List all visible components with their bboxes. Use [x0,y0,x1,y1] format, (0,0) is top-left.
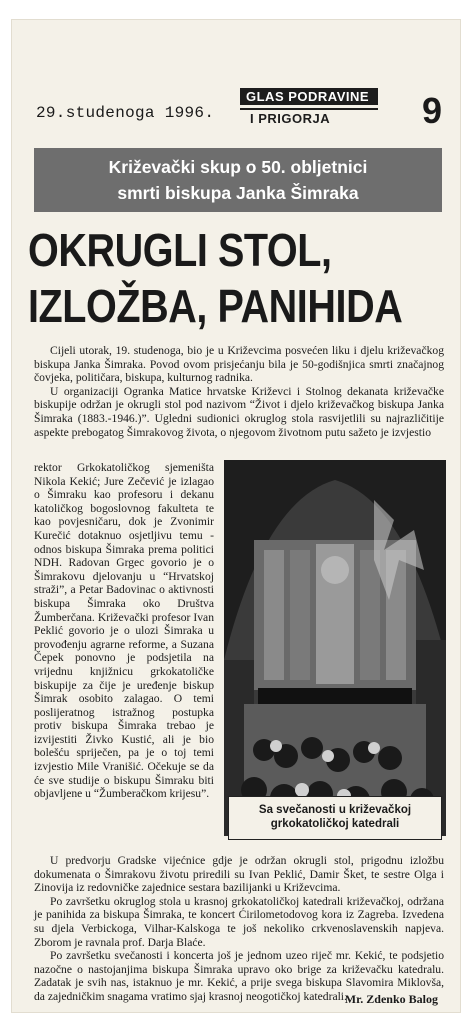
article-column [34,461,214,801]
headline-line-1: OKRUGLI STOL, [28,224,332,276]
article-closing [34,854,444,1004]
masthead-line-1: GLAS PODRAVINE [240,88,378,105]
closing-paragraph-2: Po završetku okruglog stola u krasnoj grkokatoličkoj katedrali križevačkoj, održana je panihida za biskupa Šimraka, te koncert Ćirilometodovog kora iz Zagreba. Izvedena su djela Verbickoga, Vilhar-Kalskoga te još nekoliko crkvenoslavenskih napjeva. Zborom je ravnala prof. Darja Blaće. [34,894,444,949]
closing-paragraph-3: Po završetku svečanosti i koncerta još je jednom uzeo riječ mr. Kekić, te podsjetio nazočne o nastojanjima biskupa Šimraka upravo oko brige za križevačku katedralu. Zadatak je svih nas, istaknuo je mr. Kekić, a prije svega biskupa Slavomira Miklovša, da zajedničkim snagama vratimo sjaj krasnoj neogotičkoj katedrali. [34,949,444,1003]
article-kicker [34,148,442,212]
newspaper-clipping [12,20,460,1012]
cathedral-photo [224,460,446,836]
intro-paragraph-1: Cijeli utorak, 19. studenoga, bio je u Križevcima posvećen liku i djelu križevačkog biskupa Janka Šimraka. Povod ovom prisjećanju bila je 50-godišnjica smrti značajnog čovjeka, političara, biskupa, kulturnog radnika. [34,344,444,385]
article-headline [28,222,403,334]
cathedral-interior-image [224,460,446,836]
masthead-line-2: I PRIGORJA [240,108,378,127]
caption-line-2: grkokatoličkoj katedrali [270,818,400,830]
page-number: 9 [422,90,443,131]
photo-caption [228,796,442,840]
closing-paragraph-1: U predvorju Gradske vijećnice gdje je održan okrugli stol, prigodnu izložbu dokumenata o Šimrakovu životu priredili su Ivan Peklić, Damir Šket, te sestre Olga i Zinovija iz redovničke zajednice sestara bazilijanki u Križevcima. [34,854,444,895]
caption-line-1: Sa svečanosti u križevačkoj [258,804,412,816]
author-byline: Mr. Zdenko Balog [344,992,438,1006]
publication-date: 29.studenoga 1996. [36,104,215,122]
intro-paragraph-2: U organizaciji Ogranka Matice hrvatske Križevci i Stolnog dekanata križevačke biskupije održan je okrugli stol pod nazivom “Život i djelo križevačkog biskupa Janka Šimraka (1883.-1946.)”. Ugledni sudionici okruglog stola rasvijetlili su najrazličitije aspekte prebogatog Šimrakovog života, o njegovom životnom putu sažeto je izvjestio [34,384,444,439]
kicker-line-2: smrti biskupa Janka Šimraka [117,183,359,203]
newspaper-masthead [240,88,378,130]
kicker-line-1: Križevački skup o 50. obljetnici [108,157,368,177]
article-intro [34,344,444,439]
headline-line-2: IZLOŽBA, PANIHIDA [28,280,403,332]
column-paragraph: rektor Grkokatoličkog sjemeništa Nikola Kekić; Jure Zečević je izlagao o Šimraku kao profesoru i dekanu katoličkog bogoslovnog fakulteta te kao povjesničaru, dok je Zvonimir Kurečić dotaknuo osjetljivu temu - odnos biskupa Šimraka prema politici NDH. Radovan Grgec govorio je o Šimrakovu djelovanju u “Hrvatskoj straži”, a Petar Badovinac o aktivnosti biskupa Šimraka oko Društva Žumberčana. Križevački profesor Ivan Peklić govorio je o ulozi Šimraka u provođenju agrarne reforme, a Suzana Čepek ponovno je podsjetila na vrijednu knjižnicu grkokatoličke biskupije za čije je uređenje biskup Šimrak osobito zalagao. O temi poslijeratnog istražnog postupka protiv biskupa Šimraka trebao je izvijestiti Živko Kustić, ali je bio bolešću spriječen, pa je o toj temi izvjestio Mile Vranišić. Očekuje se da će sve studije o biskupu Šimraku biti objavljene u “Žumberačkom krijesu”. [34,461,214,801]
